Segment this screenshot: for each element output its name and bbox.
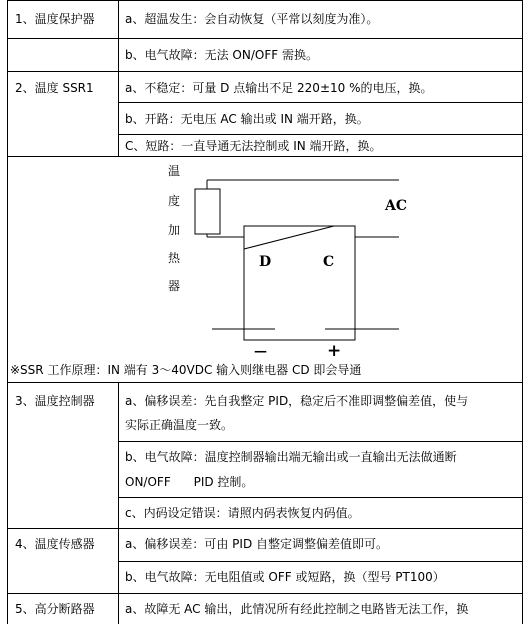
ac-label: AC xyxy=(385,198,408,214)
row4-item-b: b、电气故障：无电阻值或 OFF 或短路，换（型号 PT100） xyxy=(125,570,445,584)
d-terminal-label: D xyxy=(259,254,272,270)
row2-name: 2、温度 SSR1 xyxy=(15,81,94,95)
ssr-diagram xyxy=(7,156,523,382)
plus-terminal-label: + xyxy=(327,341,342,361)
row3-item-b-cont: ON/OFF PID 控制。 xyxy=(125,475,254,489)
row1-name: 1、温度保护器 xyxy=(15,12,95,26)
row4-name: 4、温度传感器 xyxy=(15,537,95,551)
row4-item-a: a、偏移误差：可由 PID 自整定调整偏差值即可。 xyxy=(125,537,388,551)
ssr-box xyxy=(244,226,355,340)
row2-item-c: C、短路：一直导通无法控制或 IN 端开路，换。 xyxy=(125,139,382,153)
row3-item-b: b、电气故障：温度控制器输出端无输出或一直输出无法做通断 xyxy=(125,450,457,464)
row1-item-b: b、电气故障：无法 ON/OFF 需换。 xyxy=(125,48,318,62)
row3-name: 3、温度控制器 xyxy=(15,394,95,408)
heater-label-4: 热 xyxy=(168,251,181,265)
row3-item-a: a、偏移误差：先自我整定 PID，稳定后不准即调整偏差值，使与 xyxy=(125,394,469,408)
heater-label-2: 度 xyxy=(168,194,181,208)
heater-label-1: 温 xyxy=(168,164,181,178)
row3-item-c: c、内码设定错误：请照内码表恢复内码值。 xyxy=(125,506,360,520)
ssr-caption: ※SSR 工作原理：IN 端有 3～40VDC 输入则继电器 CD 即会导通 xyxy=(10,363,362,377)
row5-item-a: a、故障无 AC 输出，此情况所有经此控制之电路皆无法工作，换 xyxy=(125,602,469,616)
row5-name: 5、高分断路器 xyxy=(15,602,95,616)
row2-item-b: b、开路：无电压 AC 输出或 IN 端开路，换。 xyxy=(125,112,369,126)
c-terminal-label: C xyxy=(323,254,335,270)
maintenance-table xyxy=(7,0,523,624)
minus-terminal-label: — xyxy=(254,344,267,359)
heater-label-5: 器 xyxy=(168,279,181,293)
heater-label-3: 加 xyxy=(168,223,181,237)
heater-resistor xyxy=(195,189,220,234)
row2-item-a: a、不稳定：可量 D 点输出不足 220±10 %的电压，换。 xyxy=(125,81,433,95)
row3-item-a-cont: 实际正确温度一致。 xyxy=(125,418,234,432)
row1-item-a: a、超温发生：会自动恢复（平常以刻度为准）。 xyxy=(125,12,379,26)
